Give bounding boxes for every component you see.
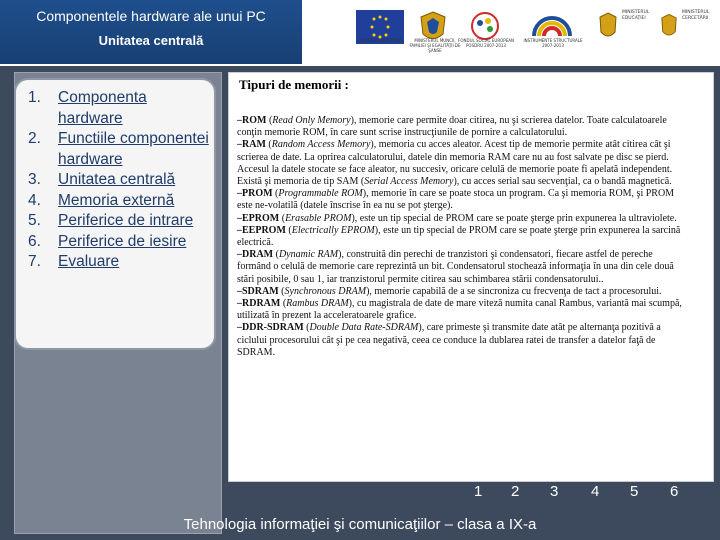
text-rom: , memorie care permite doar citirea, nu şi scrierea datelor. Toate calculatoarele conţin memorie ROM, în care sunt scrise instrucţiunile de pornire a calculatorului. [237,115,667,139]
menu-item-number: 6. [28,232,41,250]
ministry-research-caption: MINISTERUL CERCETĂRII [682,10,710,21]
paragraph-rdram: –RDRAM (Rambus DRAM), cu magistrala de date de mare viteză numita canal Rambus, variantă mai scumpă, utilizată în prezent la acceleratoarele grafice. [237,298,682,322]
page-link-2[interactable]: 2 [511,483,520,500]
menu-item-number: 3. [28,171,41,188]
text-dram: , construită din perechi de tranzistori şi condensatori, fiecare astfel de pereche formând o celulă de memorie care reprezintă un bit. Condensatorul stochează informaţia în una din cele două stări posibile, 0 sau 1, iar tranzistorul permite citirea sau schimbarea stării condensatorului.. [237,249,674,285]
menu-item-memoria-externa[interactable] [28,191,214,212]
logo-caption-4: INSTRUMENTE STRUCTURALE 2007-2013 [523,38,583,48]
term-sdram: –SDRAM [237,285,279,297]
menu-link[interactable]: Memoria externă [58,191,175,209]
page-link-4[interactable]: 4 [591,483,600,500]
term-eprom-full: Erasable PROM [285,212,352,224]
menu-item-evaluare[interactable] [28,252,214,273]
text-eeprom: , este un tip special de PROM care se poate şterge prin expunerea la sarcină electrică. [237,224,681,249]
page-title: Componentele hardware ale unui PC [36,8,266,24]
term-prom-full: Programmable ROM [278,188,363,200]
logo-caption-3: FONDUL SOCIAL EUROPEAN POSDRU 2007-2013 [458,38,514,48]
text-ram: , memoria cu acces aleator. Acest tip de memorie permite atât citirea cât şi scrierea de date. La oprirea calculatorului, datele din memoria RAM care nu au fost salvate pe disc se pierd. Accesul la datele stocate se face aleator, nu succesiv, oricare celulă de memorie poate fi apelată independent. Există şi memoria de tip SAM ( [237,139,673,188]
menu-item-number: 5. [28,212,41,229]
text-sdram: , memorie capabilă de a se sincroniza cu frecvenţa de tact a procesorului. [369,285,662,297]
menu-item-periferice-intrare[interactable] [28,211,214,232]
term-eeprom: –EEPROM [237,224,286,236]
term-ram-full: Random Access Memory [271,139,371,151]
ministry-education-icon [598,6,618,48]
term-rom-full: Read Only Memory [272,115,351,126]
term-dram: –DRAM [237,249,274,261]
menu-link[interactable]: Functiile componentei hardware [58,130,209,168]
title-box [0,0,302,64]
content-title: Tipuri de memorii : [239,77,349,92]
paragraph-rom: –ROM (Read Only Memory), memorie care permite doar citirea, nu şi scrierea datelor. Toate calculatoarele conţin memorie ROM, în care sunt scrise instrucţiunile de pornire a calculatorului. [237,115,667,139]
page-link-5[interactable]: 5 [630,483,639,500]
menu-item-number: 1. [28,89,41,106]
text-ddr-sdram: , care primeste şi transmite date atât pe alternanţa pozitivă a ciclului procesorului cât şi pe cea negativă, ceea ce conduce la dublarea ratei de transfer a datelor faţă de SDRAM. [237,322,661,358]
footer-text: Tehnologia informaţiei şi comunicaţiilor – clasa a IX-a [183,516,537,533]
menu-item-unitatea-centrala[interactable] [28,170,214,191]
paragraph-ram: –RAM (Random Access Memory), memoria cu acces aleator. Acest tip de memorie permite atât citirea cât şi scrierea de date. La oprirea calculatorului, datele din memoria RAM care nu au fost salvate pe disc se pierd. Accesul la datele stocate se face aleator, nu succesiv, oricare celulă de memorie poate fi apelată independent. Există şi memoria de tip SAM (Serial Access Memory), cu acces serial sau secvenţial, ca o bandă magnetică. [237,139,673,188]
menu-item-componenta-hardware[interactable] [28,88,214,129]
menu-item-periferice-iesire[interactable] [28,232,214,253]
menu-link[interactable]: Evaluare [58,253,120,270]
menu-link[interactable]: Unitatea centrală [58,171,176,188]
menu-item-number: 2. [28,130,41,147]
paragraph-eprom: –EPROM (Erasable PROM), este un tip special de PROM care se poate şterge prin expunerea la ultraviolete. [237,212,677,224]
page-link-1[interactable]: 1 [474,483,483,500]
navigation-menu [16,80,214,348]
text-rdram: , cu magistrala de date de mare viteză numita canal Rambus, variantă mai scumpă, utilizată în prezent la acceleratoarele grafice. [237,298,682,322]
paragraph-dram: –DRAM (Dynamic RAM), construită din perechi de tranzistori şi condensatori, fiecare astfel de pereche formând o celulă de memorie care reprezintă un bit. Condensatorul stochează informaţia în una din cele două stări posibile, 0 sau 1, iar tranzistorul permite citirea sau schimbarea stării condensatorului.. [237,249,674,285]
paragraph-eeprom: –EEPROM (Electrically EPROM), este un tip special de PROM care se poate şterge prin expunerea la sarcină electrică. [237,224,681,249]
logo-caption-1: UNIUNEA EUROPEANĂ [357,38,403,43]
term-dram-full: Dynamic RAM [278,249,339,261]
term-rom: –ROM [237,115,267,126]
term-ddr-sdram: –DDR-SDRAM [237,322,304,334]
ministry-research-icon [660,6,678,48]
ministry-education-caption: MINISTERUL EDUCAŢIEI [622,10,650,21]
page-link-3[interactable]: 3 [550,483,559,500]
paragraph-prom: –PROM (Programmable ROM), memorie în care se poate stoca un program. Ca şi memoria ROM, şi PROM este ne-volatilă (datele înscrise în ea nu se pot şterge). [237,188,675,212]
term-ddr-sdram-full: Double Data Rate-SDRAM [309,322,419,334]
content-text [237,115,689,359]
term-sdram-full: Synchronous DRAM [284,285,367,297]
term-rdram: –RDRAM [237,298,281,310]
menu-link[interactable]: Periferice de intrare [58,212,194,229]
menu-link[interactable]: Componenta hardware [58,89,147,127]
term-prom: –PROM [237,188,273,200]
text-ram-2: ), cu acces serial sau secvenţial, ca o bandă magnetică. [453,176,672,188]
paragraph-sdram: –SDRAM (Synchronous DRAM), memorie capabilă de a se sincroniza cu frecvenţa de tact a procesorului. [237,285,662,297]
paragraph-ddr-sdram: –DDR-SDRAM (Double Data Rate-SDRAM), care primeste şi transmite date atât pe alternanţa pozitivă a ciclului procesorului cât şi pe cea negativă, ceea ce conduce la dublarea ratei de transfer a datelor faţă de SDRAM. [237,322,661,358]
term-ram: –RAM [237,139,266,151]
term-rdram-full: Rambus DRAM [286,298,349,310]
text-prom: , memorie în care se poate stoca un program. Ca şi memoria ROM, şi PROM este ne-volatilă (datele înscrise în ea nu se pot şterge). [237,188,675,212]
content-panel [228,72,714,482]
menu-item-number: 4. [28,191,41,209]
header-banner [0,0,720,66]
term-sam-full: Serial Access Memory [364,176,454,188]
page-subtitle: Unitatea centrală [98,33,204,48]
menu-item-functiile[interactable] [28,129,214,170]
text-eprom: , este un tip special de PROM care se poate şterge prin expunerea la ultraviolete. [354,212,677,224]
term-eprom: –EPROM [237,212,280,224]
logo-caption-2: MINISTERUL MUNCII, FAMILIEI ŞI EGALITĂŢII DE ŞANSE [409,38,461,53]
menu-link[interactable]: Periferice de iesire [58,232,187,250]
menu-item-number: 7. [28,253,41,270]
term-eeprom-full: Electrically EPROM [291,224,375,236]
page-link-6[interactable]: 6 [670,483,679,500]
